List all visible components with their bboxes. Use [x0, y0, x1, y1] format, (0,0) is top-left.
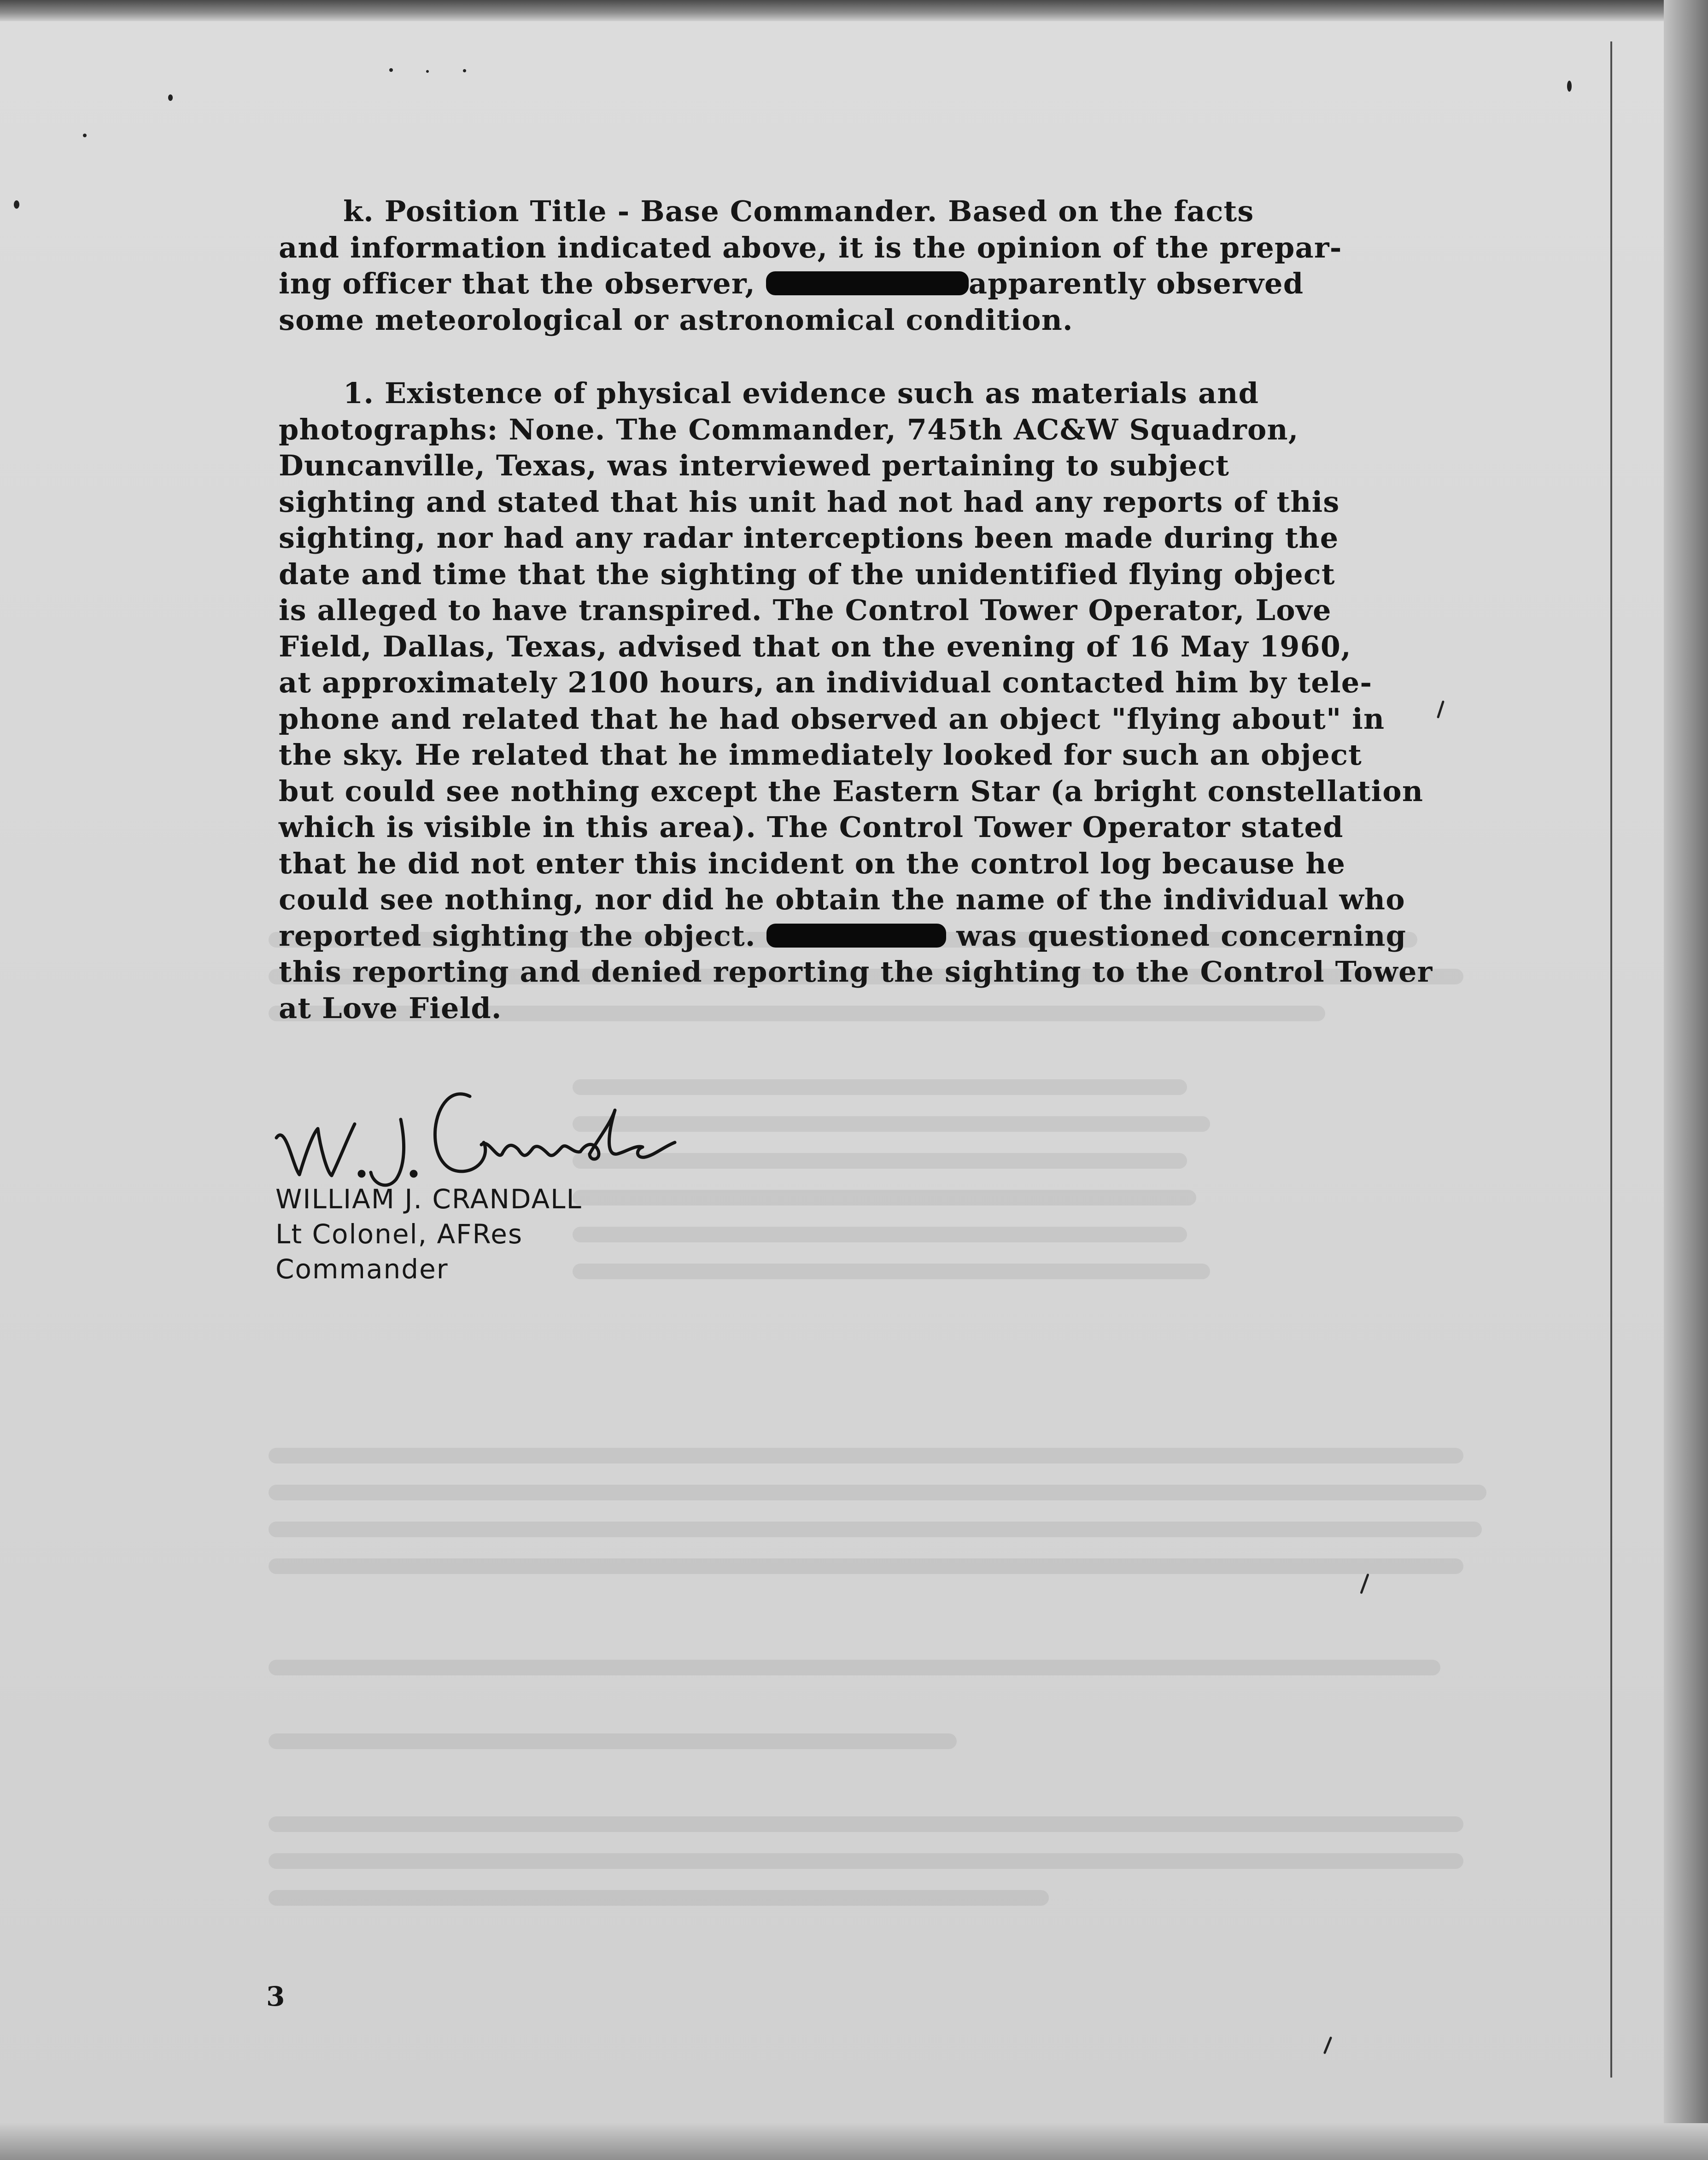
paragraph-l	[279, 375, 1433, 1026]
paragraph-line: that he did not enter this incident on the control log because he	[279, 846, 1346, 880]
paragraph-line: Duncanville, Texas, was interviewed pertaining to subject	[279, 449, 1230, 482]
paragraph-line: is alleged to have transpired. The Control Tower Operator, Love	[279, 593, 1332, 627]
redaction-mark	[766, 924, 946, 948]
paragraph-line	[279, 266, 1430, 302]
paragraph-line-part: was questioned concerning	[956, 919, 1407, 953]
signer-title: Commander	[275, 1253, 449, 1285]
paragraph-line: at approximately 2100 hours, an individual contacted him by tele-	[279, 666, 1373, 699]
paragraph-line: but could see nothing except the Eastern Star (a bright constellation	[279, 774, 1424, 808]
paragraph-line: date and time that the sighting of the unidentified flying object	[279, 557, 1335, 591]
scan-speck	[426, 70, 429, 73]
signature-block	[275, 1182, 582, 1287]
handwritten-signature	[267, 1069, 691, 1188]
paragraph-line-part: ing officer that the observer,	[279, 267, 756, 300]
paragraph-line-part: apparently observed	[968, 267, 1304, 300]
scan-speck	[1567, 81, 1572, 92]
paragraph-line: 1. Existence of physical evidence such as materials and	[343, 376, 1259, 410]
margin-rule	[1610, 41, 1612, 2078]
paragraph-line: k. Position Title - Base Commander. Based on the facts	[343, 194, 1254, 228]
scan-speck	[1323, 2037, 1333, 2055]
signer-name: WILLIAM J. CRANDALL	[275, 1183, 582, 1215]
scan-speck	[1360, 1574, 1369, 1594]
paragraph-line: which is visible in this area). The Control Tower Operator stated	[279, 810, 1344, 844]
paragraph-line: some meteorological or astronomical condition.	[279, 303, 1073, 337]
paragraph-line: this reporting and denied reporting the sighting to the Control Tower	[279, 955, 1433, 989]
paragraph-line: and information indicated above, it is the opinion of the prepar-	[279, 230, 1342, 264]
paragraph-line	[279, 918, 1430, 954]
signer-rank: Lt Colonel, AFRes	[275, 1218, 523, 1250]
scan-speck	[463, 69, 466, 72]
paragraph-k	[279, 193, 1430, 338]
scan-bottom-edge	[0, 2123, 1708, 2160]
paragraph-line: could see nothing, nor did he obtain the name of the individual who	[279, 883, 1405, 916]
paragraph-line: sighting, nor had any radar interceptions been made during the	[279, 521, 1339, 555]
paragraph-line: Field, Dallas, Texas, advised that on the evening of 16 May 1960,	[279, 629, 1351, 663]
paragraph-line: photographs: None. The Commander, 745th AC&W Squadron,	[279, 412, 1299, 446]
scan-speck	[14, 200, 19, 209]
paragraph-line: phone and related that he had observed an object "flying about" in	[279, 702, 1385, 736]
scan-top-edge	[0, 0, 1708, 21]
scan-speck	[168, 94, 173, 101]
scan-right-edge	[1664, 0, 1708, 2160]
scan-speck	[389, 68, 393, 72]
paragraph-line: the sky. He related that he immediately looked for such an object	[279, 738, 1362, 772]
scan-speck	[83, 134, 87, 137]
paragraph-line-part: reported sighting the object.	[279, 919, 756, 953]
paragraph-line: at Love Field.	[279, 991, 502, 1025]
page-number: 3	[266, 1981, 285, 2012]
redaction-mark	[766, 271, 969, 295]
paragraph-line: sighting and stated that his unit had not had any reports of this	[279, 485, 1340, 519]
scan-speck	[1437, 700, 1445, 719]
